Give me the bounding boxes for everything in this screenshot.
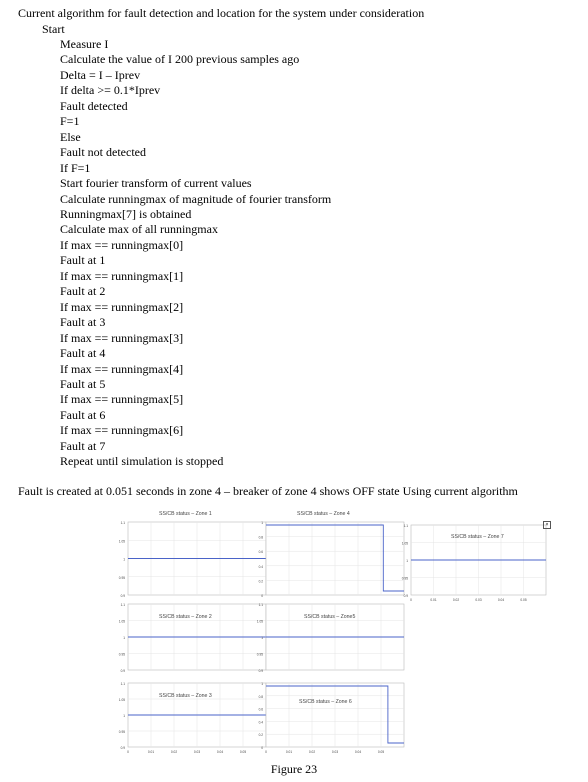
algorithm-step: Fault not detected bbox=[60, 145, 146, 160]
algorithm-step: If max == runningmax[6] bbox=[60, 423, 184, 438]
y-tick-label: 0.95 bbox=[256, 652, 263, 657]
x-tick-label: 0.05 bbox=[520, 598, 527, 602]
y-tick-label: 1 bbox=[261, 521, 263, 525]
algorithm-steps bbox=[60, 37, 331, 470]
x-tick-label: 0.01 bbox=[430, 598, 437, 602]
y-tick-label: 0.9 bbox=[120, 594, 125, 598]
y-tick-label: 1.1 bbox=[120, 521, 125, 525]
x-tick-label: 0.04 bbox=[354, 750, 362, 754]
y-tick-label: 1.05 bbox=[118, 619, 125, 624]
algorithm-step: Fault at 6 bbox=[60, 407, 106, 422]
x-tick-label: 0.03 bbox=[331, 750, 339, 754]
y-tick-label: 0.8 bbox=[258, 535, 263, 540]
y-tick-label: 0.9 bbox=[258, 669, 263, 673]
algorithm-step: If max == runningmax[1] bbox=[60, 268, 184, 283]
y-tick-label: 1 bbox=[406, 559, 408, 563]
algorithm-step: Repeat until simulation is stopped bbox=[60, 454, 224, 469]
y-tick-label: 1.1 bbox=[403, 524, 408, 528]
algorithm-step: Start fourier transform of current values bbox=[60, 176, 252, 191]
x-tick-label: 0.01 bbox=[147, 750, 155, 754]
algorithm-step: If max == runningmax[4] bbox=[60, 361, 184, 376]
y-tick-label: 0.6 bbox=[258, 550, 263, 555]
x-tick-label: 0.01 bbox=[285, 750, 293, 754]
algorithm-step: If max == runningmax[5] bbox=[60, 392, 184, 407]
status-figure bbox=[116, 508, 556, 760]
x-tick-label: 0 bbox=[265, 750, 267, 754]
y-tick-label: 0 bbox=[261, 594, 263, 598]
algorithm-step: Delta = I – Iprev bbox=[60, 67, 141, 82]
x-tick-label: 0.05 bbox=[239, 750, 247, 754]
algorithm-step: F=1 bbox=[60, 114, 80, 129]
x-tick-label: 0.02 bbox=[170, 750, 178, 754]
y-tick-label: 0.95 bbox=[118, 575, 125, 580]
algorithm-step: Runningmax[7] is obtained bbox=[60, 206, 192, 221]
y-tick-label: 0.95 bbox=[118, 652, 125, 657]
y-tick-label: 1 bbox=[123, 636, 125, 640]
algorithm-step: Fault at 5 bbox=[60, 376, 106, 391]
y-tick-label: 0.8 bbox=[258, 694, 263, 699]
close-icon[interactable]: × bbox=[543, 521, 551, 529]
algorithm-step: If max == runningmax[2] bbox=[60, 299, 184, 314]
x-tick-label: 0 bbox=[410, 598, 412, 602]
y-tick-label: 0.95 bbox=[118, 730, 125, 734]
y-tick-label: 0.4 bbox=[258, 564, 263, 569]
panel-title: SS/CB status – Zone 4 bbox=[297, 511, 350, 517]
y-tick-label: 0.9 bbox=[120, 746, 125, 750]
x-tick-label: 0.02 bbox=[308, 750, 316, 754]
y-tick-label: 0.2 bbox=[258, 579, 263, 584]
y-tick-label: 1.05 bbox=[118, 698, 125, 702]
algorithm-step: Calculate max of all runningmax bbox=[60, 222, 218, 237]
y-tick-label: 0.95 bbox=[401, 576, 408, 581]
algorithm-step: Fault at 3 bbox=[60, 315, 106, 330]
algorithm-step: If delta >= 0.1*Iprev bbox=[60, 83, 161, 98]
x-tick-label: 0 bbox=[127, 750, 129, 754]
panel-title: SS/CB status – Zone 1 bbox=[159, 511, 212, 517]
x-tick-label: 0.04 bbox=[216, 750, 224, 754]
y-tick-label: 1.1 bbox=[258, 603, 263, 607]
algorithm-step: If F=1 bbox=[60, 160, 91, 175]
y-tick-label: 0.2 bbox=[258, 733, 263, 738]
y-tick-label: 1 bbox=[123, 557, 125, 562]
algorithm-step: If max == runningmax[0] bbox=[60, 237, 184, 252]
algorithm-step: Fault at 2 bbox=[60, 284, 106, 299]
y-tick-label: 1 bbox=[261, 636, 263, 640]
figure-caption: Figure 23 bbox=[270, 762, 318, 776]
panel-title: SS/CB status – Zone5 bbox=[304, 614, 356, 620]
y-tick-label: 0 bbox=[261, 746, 263, 750]
start-label: Start bbox=[42, 22, 65, 36]
y-tick-label: 1.05 bbox=[401, 541, 408, 546]
y-tick-label: 1 bbox=[261, 682, 263, 686]
y-tick-label: 1.05 bbox=[256, 619, 263, 624]
y-tick-label: 0.4 bbox=[258, 720, 263, 725]
panel-title: SS/CB status – Zone 6 bbox=[299, 699, 352, 705]
fault-note: Fault is created at 0.051 seconds in zone 4 – breaker of zone 4 shows OFF state Using current algorithm bbox=[18, 484, 518, 498]
status-charts bbox=[116, 508, 556, 760]
y-tick-label: 1.1 bbox=[120, 682, 125, 686]
algorithm-step: Else bbox=[60, 129, 81, 144]
y-tick-label: 0.6 bbox=[258, 707, 263, 712]
y-tick-label: 0.9 bbox=[120, 669, 125, 673]
page-heading: Current algorithm for fault detection and location for the system under consideration bbox=[18, 6, 425, 20]
algorithm-step: Calculate runningmax of magnitude of fourier transform bbox=[60, 191, 332, 206]
algorithm-step: Fault detected bbox=[60, 98, 128, 113]
x-tick-label: 0.03 bbox=[193, 750, 201, 754]
algorithm-step: Fault at 1 bbox=[60, 253, 106, 268]
y-tick-label: 1.1 bbox=[120, 603, 125, 607]
y-tick-label: 1 bbox=[123, 714, 125, 718]
panel-title: SS/CB status – Zone 2 bbox=[159, 614, 212, 620]
x-tick-label: 0.03 bbox=[475, 598, 482, 602]
y-tick-label: 1.05 bbox=[118, 539, 125, 544]
x-tick-label: 0.02 bbox=[452, 598, 460, 602]
y-tick-label: 0.9 bbox=[403, 594, 408, 598]
algorithm-step: Fault at 7 bbox=[60, 438, 106, 453]
panel-title: SS/CB status – Zone 3 bbox=[159, 693, 212, 699]
algorithm-step: Measure I bbox=[60, 37, 109, 51]
algorithm-step: If max == runningmax[3] bbox=[60, 330, 184, 345]
x-tick-label: 0.04 bbox=[497, 598, 505, 602]
algorithm-step: Calculate the value of I 200 previous samples ago bbox=[60, 52, 300, 67]
panel-title: SS/CB status – Zone 7 bbox=[451, 534, 504, 540]
algorithm-step: Fault at 4 bbox=[60, 346, 106, 361]
x-tick-label: 0.05 bbox=[377, 750, 385, 754]
